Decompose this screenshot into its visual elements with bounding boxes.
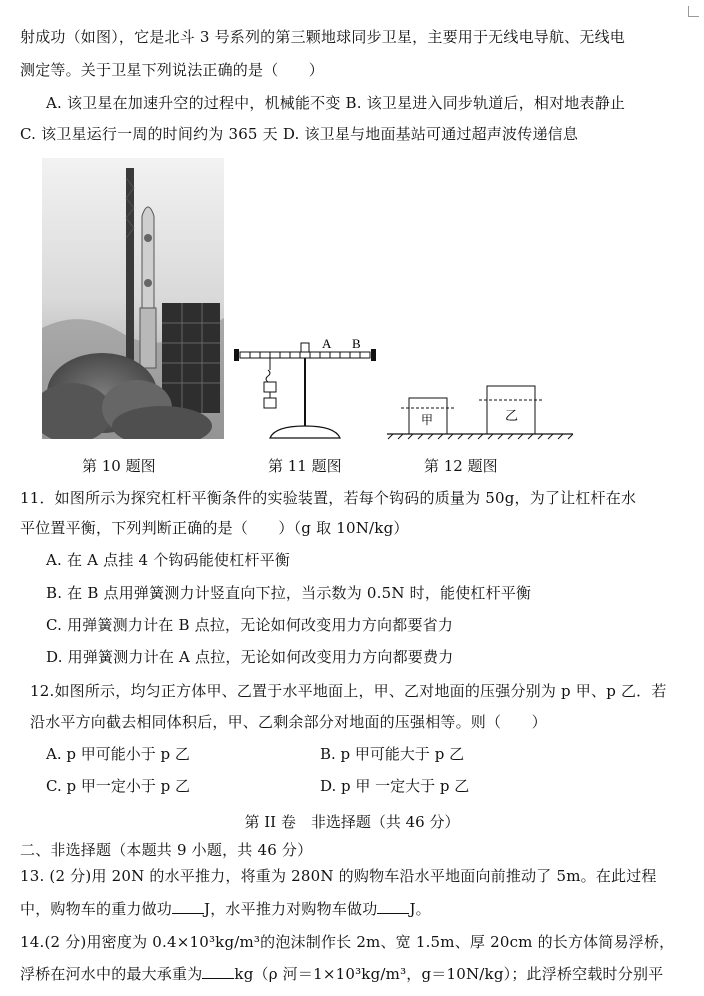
rocket-launch-photo (42, 158, 224, 439)
q14-line-2-text-a: 浮桥在河水中的最大承重为 (20, 965, 203, 983)
lever-label-b: B (352, 336, 361, 351)
q13-blank-gravity-work[interactable] (172, 899, 204, 914)
intro-line-2: 测定等。关于卫星下列说法正确的是（ ） (20, 61, 325, 79)
lever-label-a: A (322, 336, 332, 351)
q14-line-2 (20, 964, 663, 984)
figure-12-caption: 第 12 题图 (424, 457, 498, 475)
hook-weight-1 (264, 382, 276, 392)
cube-jia-label: 甲 (421, 413, 434, 427)
page-corner-mark (688, 6, 699, 17)
q14-line-1: 14.(2 分)用密度为 0.4×10³kg/m³的泡沫制作长 2m、宽 1.5m、厚 20cm 的长方体简易浮桥， (20, 933, 675, 951)
q14-line-2-text-b: kg（ρ 河＝1×10³kg/m³，g＝10N/kg）；此浮桥空载时分别平 (234, 965, 664, 983)
q12-option-d: D. p 甲 一定大于 p 乙 (320, 777, 470, 795)
q11-option-c: C. 用弹簧测力计在 B 点拉，无论如何改变用力方向都要省力 (46, 616, 454, 634)
q11-option-b: B. 在 B 点用弹簧测力计竖直向下拉，当示数为 0.5N 时，能使杠杆平衡 (46, 584, 532, 602)
q12-option-b: B. p 甲可能大于 p 乙 (320, 745, 465, 763)
lever-apparatus-figure (230, 330, 380, 442)
q13-line-2-text-b: J，水平推力对购物车做功 (204, 900, 378, 918)
part-2-title: 第 II 卷 非选择题（共 46 分） (244, 813, 460, 831)
figure-11-caption: 第 11 题图 (268, 457, 342, 475)
figure-10-caption: 第 10 题图 (82, 457, 156, 475)
q13-line-2 (20, 899, 431, 919)
q12-option-a: A. p 甲可能小于 p 乙 (46, 745, 190, 763)
intro-line-1: 射成功（如图），它是北斗 3 号系列的第三颗地球同步卫星，主要用于无线电导航、无线电 (20, 28, 625, 46)
q11-option-d: D. 用弹簧测力计在 A 点拉，无论如何改变用力方向都要费力 (46, 648, 454, 666)
q10-options-ab: A. 该卫星在加速升空的过程中，机械能不变 B. 该卫星进入同步轨道后，相对地表静止 (46, 94, 626, 112)
q13-line-2-text-a: 中，购物车的重力做功 (20, 900, 173, 918)
q13-line-1: 13. (2 分)用 20N 的水平推力，将重为 280N 的购物车沿水平地面向前推动了 5m。在此过程 (20, 867, 657, 885)
q14-blank-max-load[interactable] (202, 964, 234, 979)
q12-option-c: C. p 甲一定小于 p 乙 (46, 777, 190, 795)
q13-line-2-text-c: J。 (409, 900, 431, 918)
q13-blank-push-work[interactable] (377, 899, 409, 914)
q12-stem-line-2: 沿水平方向截去相同体积后，甲、乙剩余部分对地面的压强相等。则（ ） (30, 713, 547, 731)
hook-weight-2 (264, 398, 276, 408)
cube-yi-label: 乙 (505, 408, 519, 423)
q12-stem-line-1: 12.如图所示，均匀正方体甲、乙置于水平地面上，甲、乙对地面的压强分别为 p 甲、p 乙．若 (30, 682, 667, 700)
q11-stem-line-1: 11．如图所示为探究杠杆平衡条件的实验装置，若每个钩码的质量为 50g，为了让杠杆在水 (20, 489, 637, 507)
part-2-heading: 二、非选择题（本题共 9 小题，共 46 分） (20, 841, 313, 859)
q10-options-cd: C. 该卫星运行一周的时间约为 365 天 D. 该卫星与地面基站可通过超声波传递信息 (20, 125, 579, 143)
cubes-on-floor-figure (385, 378, 575, 440)
q11-stem-line-2: 平位置平衡，下列判断正确的是（ ）（g 取 10N/kg） (20, 519, 409, 537)
q11-option-a: A. 在 A 点挂 4 个钩码能使杠杆平衡 (46, 551, 291, 569)
